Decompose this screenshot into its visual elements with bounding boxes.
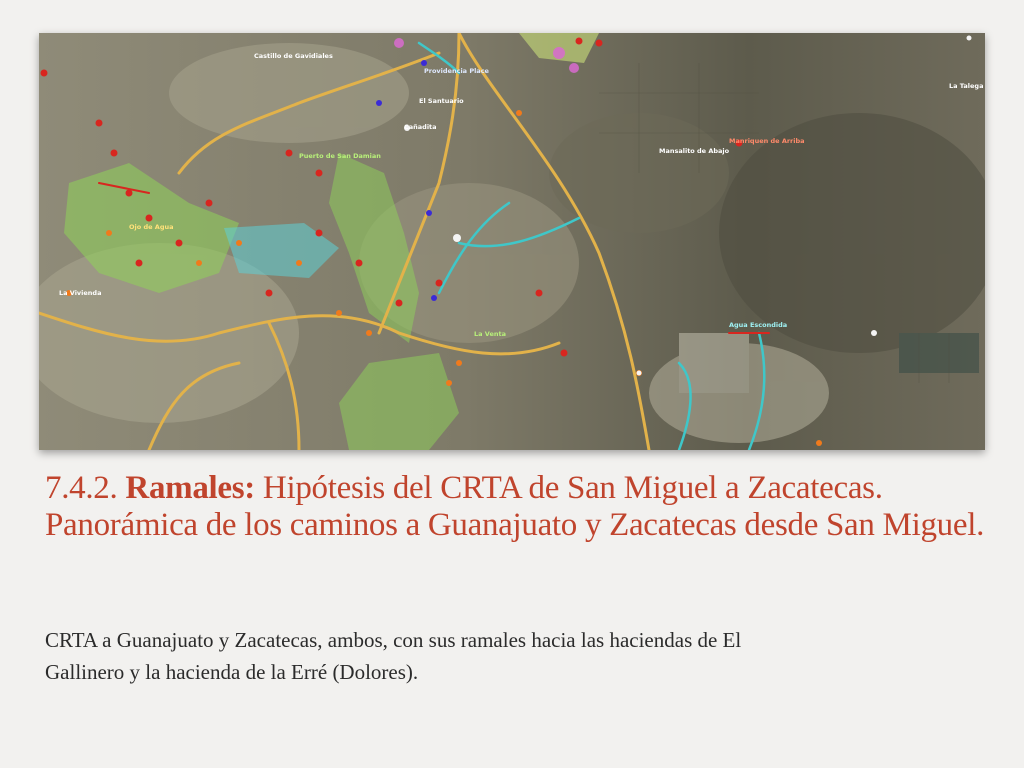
map-image — [39, 33, 985, 450]
title-rest-line1: Hipótesis del CRTA de San Miguel a Zacatecas. — [254, 470, 883, 506]
map-label: Ojo de Agua — [129, 223, 174, 231]
map-label: Cañadita — [404, 123, 437, 131]
map-label: Agua Escondida — [729, 321, 788, 329]
map-label: Manriquen de Arriba — [729, 137, 805, 145]
map-label: La Talega — [949, 82, 984, 90]
slide-body — [45, 624, 985, 688]
map-label: Providencia Place — [424, 67, 489, 75]
body-line1: CRTA a Guanajuato y Zacatecas, ambos, con sus ramales hacia las haciendas de El — [45, 628, 742, 652]
map-label: Castillo de Gavidiales — [254, 52, 333, 60]
slide-title — [45, 470, 1005, 544]
satellite-map — [39, 33, 985, 450]
title-number: 7.4.2. — [45, 470, 118, 506]
map-label: La Venta — [474, 330, 506, 338]
map-label: Mansalito de Abajo — [659, 147, 730, 155]
map-label: Puerto de San Damian — [299, 152, 381, 160]
body-line2: Gallinero y la hacienda de la Erré (Dolores). — [45, 660, 419, 684]
title-bold: Ramales: — [125, 470, 255, 506]
map-label: El Santuario — [419, 97, 464, 105]
title-line2: Panorámica de los caminos a Guanajuato y Zacatecas desde San Miguel. — [45, 507, 985, 543]
map-label: La Vivienda — [59, 289, 102, 297]
